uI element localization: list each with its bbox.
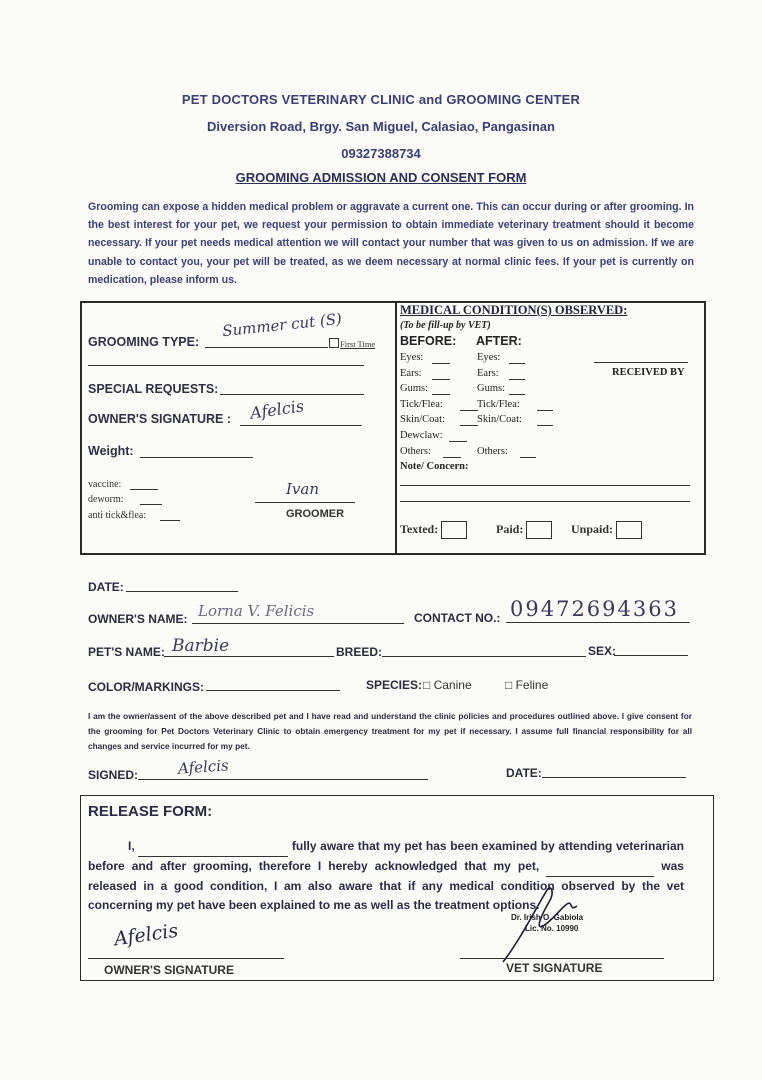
consent-paragraph: I am the owner/assent of the above described pet and I have read and understand the clinic policies and procedures outlined above. I give consent for the grooming for Pet Doctors Veterinary Clinic to obtain emergency treatment for my pet if necessary. I assume full financial responsibility for all changes and service incurred for my pet. [88, 711, 692, 751]
vet-sig-label: VET SIGNATURE [506, 961, 603, 975]
species-label: SPECIES: [366, 678, 423, 692]
unpaid-field[interactable] [571, 521, 642, 539]
texted-field[interactable] [400, 521, 467, 539]
deworm-label: deworm: [88, 494, 124, 505]
clinic-address: Diversion Road, Brgy. San Miguel, Calasiao, Pangasinan [207, 119, 555, 134]
after-row-label: Others: [477, 445, 508, 457]
before-label: BEFORE: [400, 334, 457, 348]
vet-sig-line[interactable] [460, 958, 664, 959]
after-row-label: Gums: [477, 383, 506, 395]
before-row-line[interactable] [443, 457, 461, 458]
after-row-line[interactable] [509, 379, 525, 380]
anti-tick-label: anti tick&flea: [88, 510, 147, 521]
paid-box[interactable] [526, 521, 552, 539]
texted-label: Texted: [400, 521, 439, 536]
canine-option[interactable] [423, 678, 472, 692]
owner-name-line[interactable] [192, 623, 404, 624]
owner-signature-line[interactable] [240, 425, 362, 426]
pet-name-line[interactable] [164, 656, 334, 657]
clinic-name: PET DOCTORS VETERINARY CLINIC and GROOMING CENTER [181, 92, 581, 107]
release-text-1: I, [128, 839, 135, 853]
unpaid-label: Unpaid: [571, 521, 614, 536]
vet-signature-icon [495, 880, 595, 970]
canine-checkbox-icon[interactable]: □ [423, 678, 431, 692]
medical-subtitle: (To be fill-up by VET) [400, 320, 491, 331]
before-row-line[interactable] [449, 441, 467, 442]
paid-field[interactable] [496, 521, 552, 539]
after-row-label: Eyes: [477, 352, 501, 363]
feline-label: Feline [515, 678, 549, 692]
before-row-line[interactable] [432, 363, 450, 364]
before-row-label: Dewclaw: [400, 430, 443, 441]
date-label: DATE: [88, 580, 124, 594]
before-row-label: Tick/Flea: [400, 398, 443, 410]
vet-name: Dr. Irish O. Gabiola [511, 913, 584, 922]
owner-name-blank[interactable] [138, 837, 288, 857]
before-row-line[interactable] [432, 394, 450, 395]
contact-line[interactable] [506, 622, 690, 623]
signed-line[interactable] [138, 779, 428, 780]
after-row-line[interactable] [537, 425, 553, 426]
special-requests-line[interactable] [220, 394, 364, 395]
feline-checkbox-icon[interactable]: □ [505, 678, 513, 692]
contact-label: CONTACT NO.: [414, 611, 501, 625]
received-by-label: RECEIVED BY [612, 367, 685, 378]
grooming-type-line[interactable] [205, 347, 328, 348]
pet-name-label: PET'S NAME: [88, 645, 165, 659]
first-time-label: First Time [340, 339, 376, 349]
signed-date-label: DATE: [506, 766, 542, 780]
pet-name-blank[interactable] [546, 857, 654, 877]
owner-sig-line[interactable] [88, 958, 284, 959]
breed-label: BREED: [336, 645, 383, 659]
grooming-type-label: GROOMING TYPE: [88, 335, 200, 349]
breed-line[interactable] [382, 656, 586, 657]
grooming-type-line-2[interactable] [88, 365, 364, 366]
before-row-label: Gums: [400, 383, 429, 395]
weight-line[interactable] [140, 457, 253, 458]
release-owner-signature: Afelcis [112, 919, 180, 951]
color-label: COLOR/MARKINGS: [88, 680, 204, 694]
medical-title: MEDICAL CONDITION(S) OBSERVED: [400, 303, 628, 317]
weight-label: Weight: [88, 444, 134, 458]
after-row-line[interactable] [509, 394, 525, 395]
grooming-type-value: Summer cut (S) [221, 309, 343, 341]
before-row-line[interactable] [432, 379, 450, 380]
release-title: RELEASE FORM: [88, 803, 213, 820]
deworm-line[interactable] [140, 504, 162, 505]
vaccine-label: vaccine: [88, 479, 122, 490]
before-row-line[interactable] [460, 410, 478, 411]
color-line[interactable] [206, 690, 340, 691]
sex-label: SEX: [588, 644, 617, 658]
note-line-2[interactable] [400, 501, 690, 502]
after-row-label: Tick/Flea: [477, 398, 520, 410]
date-line[interactable] [126, 591, 238, 592]
contact-value: 09472694363 [510, 597, 679, 621]
first-time-checkbox[interactable] [329, 338, 339, 348]
signed-label: SIGNED: [88, 768, 139, 782]
clinic-phone: 09327388734 [341, 146, 421, 161]
before-row-label: Eyes: [400, 352, 424, 363]
owner-sig-label: OWNER'S SIGNATURE [104, 963, 234, 977]
after-row-line[interactable] [509, 363, 525, 364]
note-line-1[interactable] [400, 485, 690, 486]
after-row-label: Ears: [477, 367, 499, 379]
sex-line[interactable] [614, 655, 688, 656]
release-text-2: fully aware that my pet has been examined by attending veterinarian before and after grooming, therefore I hereby acknowledged that my pet, [88, 839, 684, 873]
groomer-value: Ivan [286, 480, 320, 498]
owner-signature-value: Afelcis [248, 396, 306, 423]
feline-option[interactable] [505, 678, 548, 692]
note-label: Note/ Concern: [400, 461, 469, 472]
signed-value: Afelcis [177, 756, 230, 778]
box-divider [395, 303, 397, 553]
owner-signature-label: OWNER'S SIGNATURE : [88, 412, 232, 426]
groomer-label: GROOMER [286, 508, 345, 520]
vaccine-line[interactable] [130, 489, 158, 490]
pet-name-value: Barbie [172, 636, 230, 656]
owner-name-label: OWNER'S NAME: [88, 612, 188, 626]
anti-tick-line[interactable] [160, 520, 180, 521]
before-row-label: Skin/Coat: [400, 414, 445, 426]
after-row-label: Skin/Coat: [477, 414, 522, 426]
before-row-line[interactable] [460, 425, 478, 426]
canine-label: Canine [433, 678, 472, 692]
signed-date-line[interactable] [542, 777, 686, 778]
paid-label: Paid: [496, 521, 524, 536]
before-row-label: Others: [400, 445, 431, 457]
after-row-line[interactable] [537, 410, 553, 411]
special-requests-label: SPECIAL REQUESTS: [88, 382, 219, 396]
groomer-line[interactable] [255, 502, 355, 503]
release-text-3: was released in a good condition, I am also aware that if any medical condition observed by the vet concerning my pet have been explained to me as well as the treatment options. [88, 859, 684, 912]
texted-box[interactable] [441, 521, 467, 539]
before-row-label: Ears: [400, 367, 422, 379]
owner-name-value: Lorna V. Felicis [198, 602, 315, 620]
vet-license: Lic. No. 10990 [525, 924, 579, 933]
after-row-line[interactable] [520, 457, 536, 458]
intro-paragraph: Grooming can expose a hidden medical problem or aggravate a current one. This can occur during or after grooming. In the best interest for your pet, we request your permission to obtain immediate veterinary treatment should it become necessary. If your pet needs medical attention we will contact your number that was given to us on admission. If we are unable to contact you, your pet will be treated, as we deem necessary at normal clinic fees. If your pet is currently on medication, please inform us. [88, 201, 694, 286]
form-title: GROOMING ADMISSION AND CONSENT FORM [235, 170, 527, 185]
received-by-line[interactable] [594, 362, 688, 363]
after-label: AFTER: [476, 334, 522, 348]
unpaid-box[interactable] [616, 521, 642, 539]
